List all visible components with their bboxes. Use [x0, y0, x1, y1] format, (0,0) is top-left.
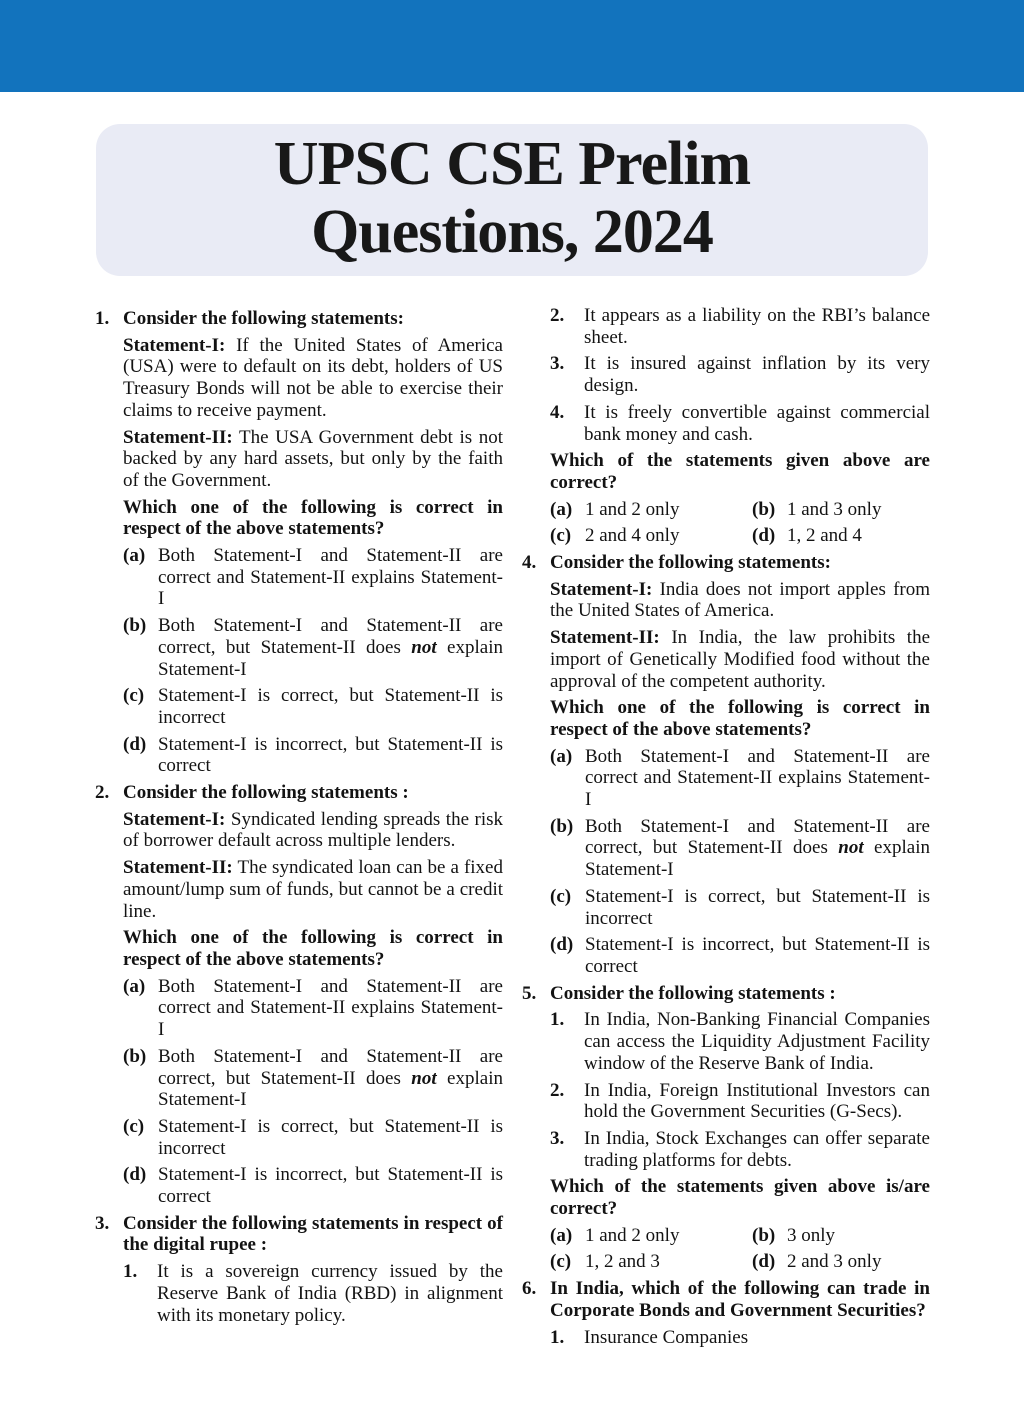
text-segment: Both Statement-I and Statement-II are correct and Statement-II explains Statement-I [585, 745, 930, 811]
statement-label: Statement-II: [550, 627, 660, 649]
statement-label: Statement-II: [123, 426, 233, 448]
option-letter: (b) [123, 1045, 147, 1067]
option-text: 1, 2 and 4 [787, 525, 862, 547]
option-letter: (d) [550, 934, 574, 956]
option-letter: (a) [123, 975, 146, 997]
option-cell [752, 499, 881, 521]
right-column [522, 305, 930, 1353]
statement-number: 1. [550, 1326, 565, 1348]
statement-label: Statement-I: [123, 334, 226, 356]
option-row [550, 886, 930, 929]
option-text [158, 545, 503, 610]
option-letter: (b) [123, 615, 147, 637]
option-row [550, 746, 930, 811]
option-cell [752, 1225, 835, 1247]
option-letter: (b) [752, 498, 776, 520]
option-row [550, 816, 930, 881]
option-text: 1 and 2 only [585, 498, 680, 520]
option-letter: (b) [752, 1224, 776, 1246]
option-letter: (c) [123, 1115, 145, 1137]
option-text [158, 1116, 503, 1159]
option-letter: (c) [550, 525, 572, 547]
statement-text: In India, Non-Banking Financial Companies can access the Liquidity Adjustment Facility window of the Reserve Bank of India. [584, 1009, 930, 1074]
text-segment: Both Statement-I and Statement-II are correct, but Statement-II does [585, 815, 930, 859]
question-number: 4. [522, 552, 537, 574]
left-column [95, 305, 503, 1353]
option-cell [752, 1251, 881, 1273]
emphasized-word: not [411, 636, 437, 658]
emphasized-word: not [838, 837, 864, 859]
option-letter: (c) [123, 685, 145, 707]
statement-number: 1. [123, 1261, 138, 1283]
text-segment: Both Statement-I and Statement-II are correct and Statement-II explains Statement-I [158, 545, 503, 610]
statement-text: It appears as a liability on the RBI’s balance sheet. [584, 305, 930, 348]
option-row [550, 934, 930, 977]
option-letter: (d) [752, 525, 776, 547]
option-text: 1 and 2 only [585, 1224, 680, 1246]
question-text: Consider the following statements : [123, 782, 409, 804]
statement-number: 4. [550, 401, 565, 423]
option-row [123, 1164, 503, 1207]
statement-text: If the United States of America (USA) were to default on its debt, holders of US Treasury Bonds will not be able to exercise their claims to receive payment. [123, 334, 503, 421]
page-title-line2: Questions, 2024 [311, 198, 713, 266]
option-cell [752, 525, 862, 547]
question-block [95, 1213, 503, 1256]
text-segment: Both Statement-I and Statement-II are correct and Statement-II explains Statement-I [158, 975, 503, 1041]
question-number: 5. [522, 982, 537, 1004]
option-row [123, 734, 503, 777]
question-text: In India, which of the following can trade in Corporate Bonds and Government Securities? [550, 1278, 930, 1321]
statement-number: 3. [550, 1127, 565, 1149]
option-letter: (d) [123, 733, 147, 755]
title-box [96, 124, 928, 276]
statement-text: It is freely convertible against commercial bank money and cash. [584, 401, 930, 445]
statement-text: Insurance Companies [584, 1326, 749, 1348]
numbered-statement [550, 1327, 930, 1349]
statement-paragraph [123, 427, 503, 492]
statement-number: 2. [550, 1079, 565, 1101]
option-pair-row [550, 525, 930, 547]
statement-label: Statement-I: [550, 578, 653, 600]
option-text [585, 746, 930, 811]
text-segment: Statement-I is correct, but Statement-II is incorrect [158, 1115, 503, 1159]
option-row [123, 545, 503, 610]
option-text: 3 only [787, 1224, 836, 1246]
statement-text: It is insured against inflation by its very design. [584, 353, 930, 397]
text-segment: Statement-I is correct, but Statement-II is incorrect [585, 885, 930, 929]
numbered-statement [123, 1261, 503, 1326]
option-text [585, 934, 930, 977]
statement-text: In India, Foreign Institutional Investors can hold the Government Securities (G-Secs). [584, 1079, 930, 1123]
statement-text: In India, Stock Exchanges can offer separate trading platforms for debts. [584, 1127, 930, 1171]
statement-text: India does not import apples from the United States of America. [550, 578, 931, 622]
option-text [585, 886, 930, 929]
option-text [158, 1046, 503, 1111]
option-letter: (a) [550, 498, 573, 520]
option-letter: (b) [550, 815, 574, 837]
option-text: 1, 2 and 3 [585, 1251, 660, 1273]
statement-text: The USA Government debt is not backed by any hard assets, but only by the faith of the Government. [123, 426, 503, 491]
option-text [158, 1164, 503, 1207]
question-text: Consider the following statements: [123, 308, 404, 329]
question-block [522, 552, 930, 574]
text-segment: Both Statement-I and Statement-II are correct, but Statement-II does [158, 615, 503, 658]
option-text [158, 734, 503, 777]
which-question-text: Which one of the following is correct in respect of the above statements? [550, 697, 930, 740]
which-question-text: Which one of the following is correct in respect of the above statements? [123, 496, 503, 540]
text-segment: explain Statement-I [158, 1067, 503, 1111]
question-number: 2. [95, 782, 110, 804]
which-question-text: Which one of the following is correct in respect of the above statements? [123, 927, 503, 970]
option-text [158, 685, 503, 728]
statement-number: 1. [550, 1009, 565, 1031]
option-text: 2 and 4 only [585, 525, 680, 547]
top-blue-banner [0, 0, 1024, 92]
option-row [123, 685, 503, 728]
option-row [123, 1046, 503, 1111]
option-pair-row [550, 1225, 930, 1247]
option-cell [550, 525, 752, 547]
text-segment: Statement-I is incorrect, but Statement-II is correct [585, 934, 930, 977]
option-letter: (a) [550, 745, 573, 767]
option-row [123, 976, 503, 1041]
question-number: 1. [95, 308, 110, 329]
statement-label: Statement-I: [123, 808, 226, 830]
numbered-statement [550, 305, 930, 348]
numbered-statement [550, 1128, 930, 1171]
statement-paragraph [123, 335, 503, 422]
question-columns [95, 305, 930, 1353]
text-segment: Statement-I is incorrect, but Statement-II is correct [158, 1164, 503, 1208]
option-cell [550, 499, 752, 521]
statement-paragraph [123, 857, 503, 922]
question-text: Consider the following statements in respect of the digital rupee : [123, 1212, 503, 1256]
option-text: 1 and 3 only [787, 498, 882, 520]
numbered-statement [550, 1080, 930, 1123]
text-segment: Statement-I is incorrect, but Statement-II is correct [158, 733, 503, 777]
statement-paragraph [123, 809, 503, 852]
option-text: 2 and 3 only [787, 1251, 882, 1273]
numbered-statement [550, 402, 930, 445]
statement-label: Statement-II: [123, 857, 233, 879]
question-block [95, 782, 503, 804]
option-letter: (a) [123, 545, 146, 567]
option-text [158, 976, 503, 1041]
option-letter: (a) [550, 1224, 573, 1246]
statement-paragraph [550, 627, 930, 692]
statement-text: Syndicated lending spreads the risk of borrower default across multiple lenders. [123, 808, 504, 852]
option-letter: (c) [550, 1251, 572, 1273]
question-number: 3. [95, 1212, 110, 1234]
option-text [585, 816, 930, 881]
text-segment: Both Statement-I and Statement-II are correct, but Statement-II does [158, 1045, 503, 1089]
emphasized-word: not [411, 1067, 437, 1089]
option-letter: (d) [123, 1164, 147, 1186]
option-pair-row [550, 499, 930, 521]
which-question-text: Which of the statements given above are correct? [550, 450, 930, 493]
question-block [522, 983, 930, 1005]
numbered-statement [550, 1009, 930, 1074]
option-row [123, 615, 503, 680]
question-number: 6. [522, 1278, 537, 1300]
statement-text: In India, the law prohibits the import of Genetically Modified food without the approval of the competent authority. [550, 627, 931, 692]
statement-number: 3. [550, 353, 565, 375]
option-pair-row [550, 1251, 930, 1273]
option-letter: (d) [752, 1251, 776, 1273]
text-segment: explain Statement-I [158, 636, 503, 680]
question-text: Consider the following statements: [550, 552, 831, 574]
question-block [522, 1278, 930, 1321]
option-letter: (c) [550, 885, 572, 907]
option-text [158, 615, 503, 680]
option-cell [550, 1251, 752, 1273]
statement-paragraph [550, 579, 930, 622]
question-block [95, 308, 503, 330]
statement-number: 2. [550, 305, 565, 326]
option-cell [550, 1225, 752, 1247]
which-question-text: Which of the statements given above is/are correct? [550, 1176, 930, 1220]
text-segment: Statement-I is correct, but Statement-II is incorrect [158, 685, 503, 728]
statement-text: It is a sovereign currency issued by the Reserve Bank of India (RBD) in alignment with its monetary policy. [157, 1261, 503, 1326]
question-text: Consider the following statements : [550, 982, 836, 1004]
numbered-statement [550, 353, 930, 396]
option-row [123, 1116, 503, 1159]
text-segment: explain Statement-I [585, 837, 930, 881]
page-title-line1: UPSC CSE Prelim [273, 130, 751, 198]
statement-text: The syndicated loan can be a fixed amount/lump sum of funds, but cannot be a credit line. [123, 857, 503, 922]
